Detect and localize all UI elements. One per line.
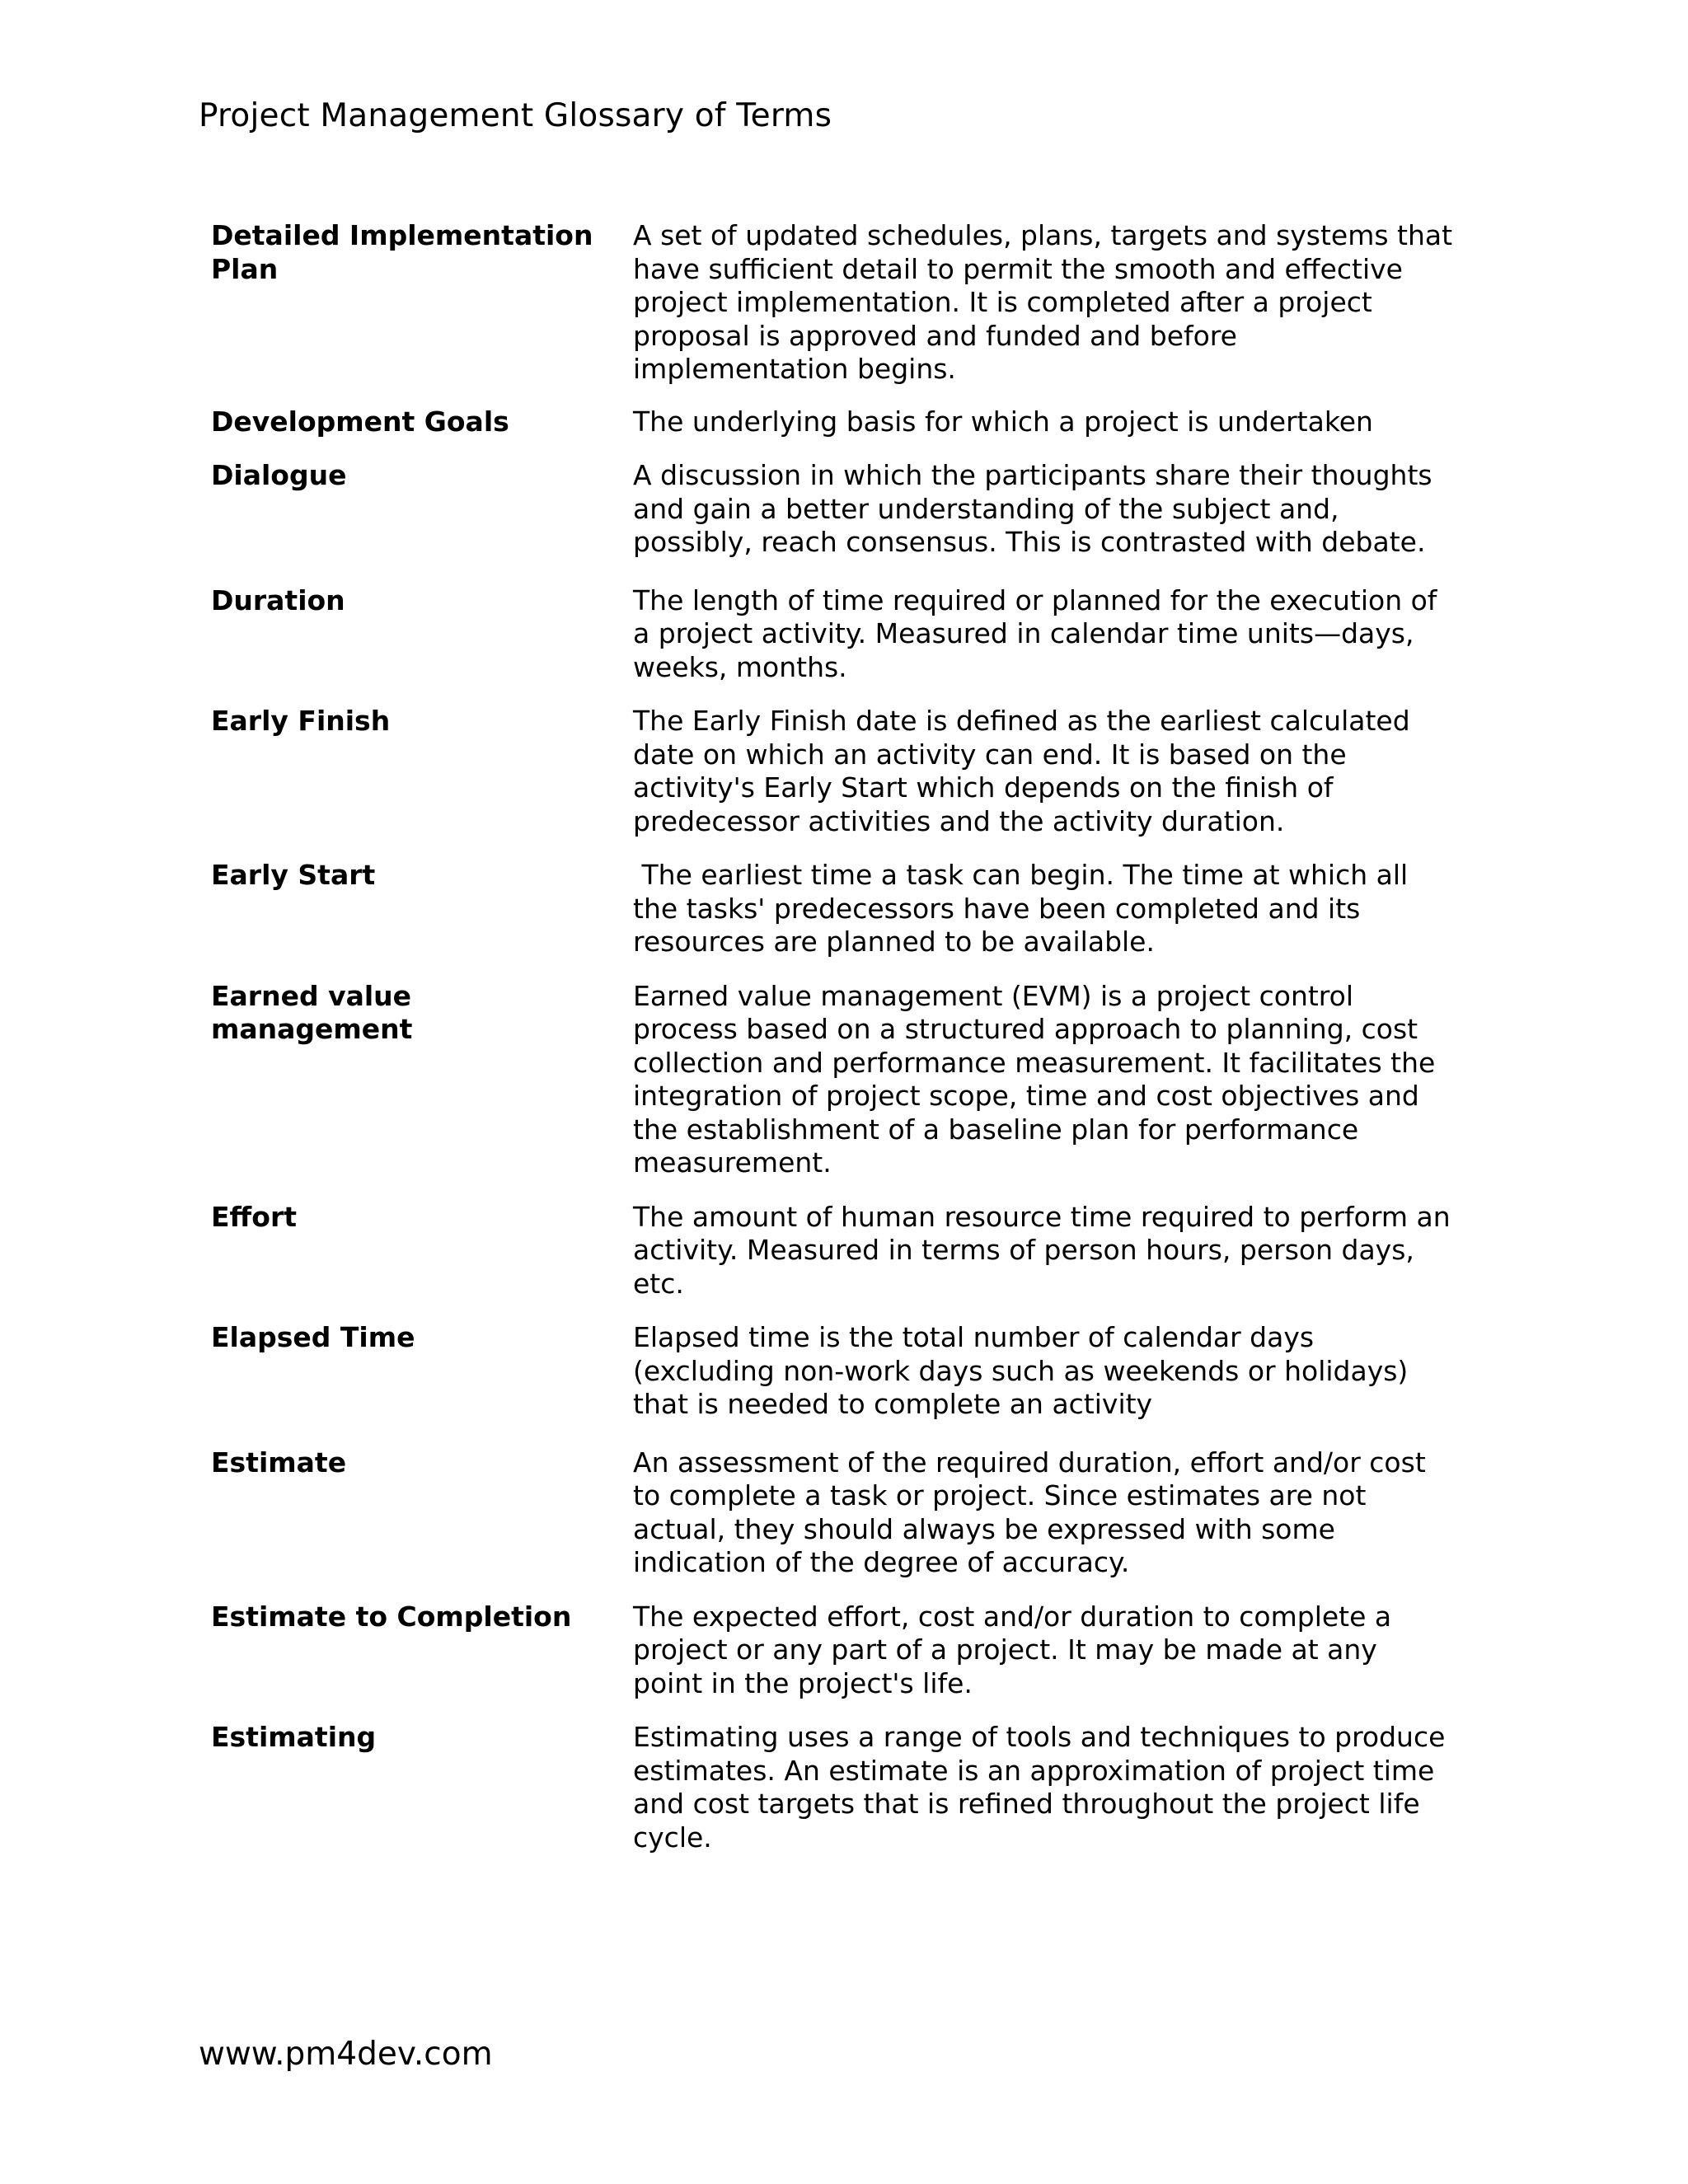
- glossary-entry: [211, 1321, 1497, 1422]
- glossary-term: Effort: [211, 1200, 297, 1233]
- glossary-definition: An assessment of the required duration, effort and/or cost to complete a task or project. Since estimates are not actual, they should always be expressed with some indication of the degree of accuracy.: [633, 1446, 1426, 1578]
- glossary-definition: The amount of human resource time required to perform an activity. Measured in terms of person hours, person days, etc.: [633, 1200, 1451, 1300]
- glossary-term: Elapsed Time: [211, 1321, 415, 1353]
- glossary-entry: [211, 405, 1497, 439]
- footer-website-url: www.pm4dev.com: [199, 2036, 493, 2073]
- glossary-entry: [211, 459, 1497, 560]
- glossary-entry: [211, 705, 1497, 838]
- glossary-definition: The length of time required or planned for the execution of a project activity. Measured in calendar time units—days, weeks, months.: [633, 583, 1437, 683]
- glossary-entry: [211, 980, 1497, 1180]
- page-header-title: Project Management Glossary of Terms: [199, 97, 832, 134]
- glossary-definition: The earliest time a task can begin. The time at which all the tasks' predecessors have been completed and its resources are planned to be available.: [633, 859, 1409, 958]
- glossary-term: Estimate: [211, 1446, 347, 1479]
- glossary-definition: Earned value management (EVM) is a project control process based on a structured approach to planning, cost collection and performance measurement. It facilitates the integration of project scope, time and cost objectives and the establishment of a baseline plan for performance measurement.: [633, 979, 1436, 1179]
- glossary-term: Estimating: [211, 1721, 377, 1753]
- glossary-term: Early Finish: [211, 705, 391, 737]
- glossary-definition: The Early Finish date is defined as the earliest calculated date on which an activity can end. It is based on the activity's Early Start which depends on the finish of predecessor activities and the activity duration.: [633, 705, 1410, 837]
- glossary-entry: [211, 1446, 1497, 1580]
- glossary-list: [211, 219, 1497, 1854]
- glossary-definition: Estimating uses a range of tools and techniques to produce estimates. An estimate is an approximation of project time and cost targets that is refined throughout the project life cycle.: [633, 1721, 1446, 1854]
- glossary-entry: [211, 859, 1497, 959]
- glossary-term: Detailed Implementation Plan: [211, 219, 593, 285]
- glossary-term: Early Start: [211, 859, 376, 891]
- glossary-definition: A discussion in which the participants share their thoughts and gain a better understanding of the subject and, possibly, reach consensus. This is contrasted with debate.: [633, 459, 1432, 558]
- glossary-term: Duration: [211, 583, 345, 616]
- glossary-term: Estimate to Completion: [211, 1600, 572, 1633]
- glossary-entry: [211, 584, 1497, 685]
- glossary-term: Development Goals: [211, 405, 509, 438]
- glossary-entry: [211, 1721, 1497, 1854]
- glossary-definition: Elapsed time is the total number of calendar days (excluding non-work days such as weekends or holidays) that is needed to complete an activity: [633, 1321, 1409, 1420]
- glossary-entry: [211, 1601, 1497, 1701]
- glossary-entry: [211, 219, 1497, 387]
- glossary-definition: A set of updated schedules, plans, targets and systems that have sufficient detail to permit the smooth and effective project implementation. It is completed after a project proposal is approved and funded and before implementation begins.: [633, 219, 1453, 385]
- glossary-term: Dialogue: [211, 459, 347, 491]
- glossary-term: Earned value management: [211, 979, 413, 1045]
- glossary-definition: The expected effort, cost and/or duration to complete a project or any part of a project. It may be made at any point in the project's life.: [633, 1600, 1392, 1699]
- glossary-entry: [211, 1201, 1497, 1301]
- glossary-definition: The underlying basis for which a project is undertaken: [633, 405, 1373, 438]
